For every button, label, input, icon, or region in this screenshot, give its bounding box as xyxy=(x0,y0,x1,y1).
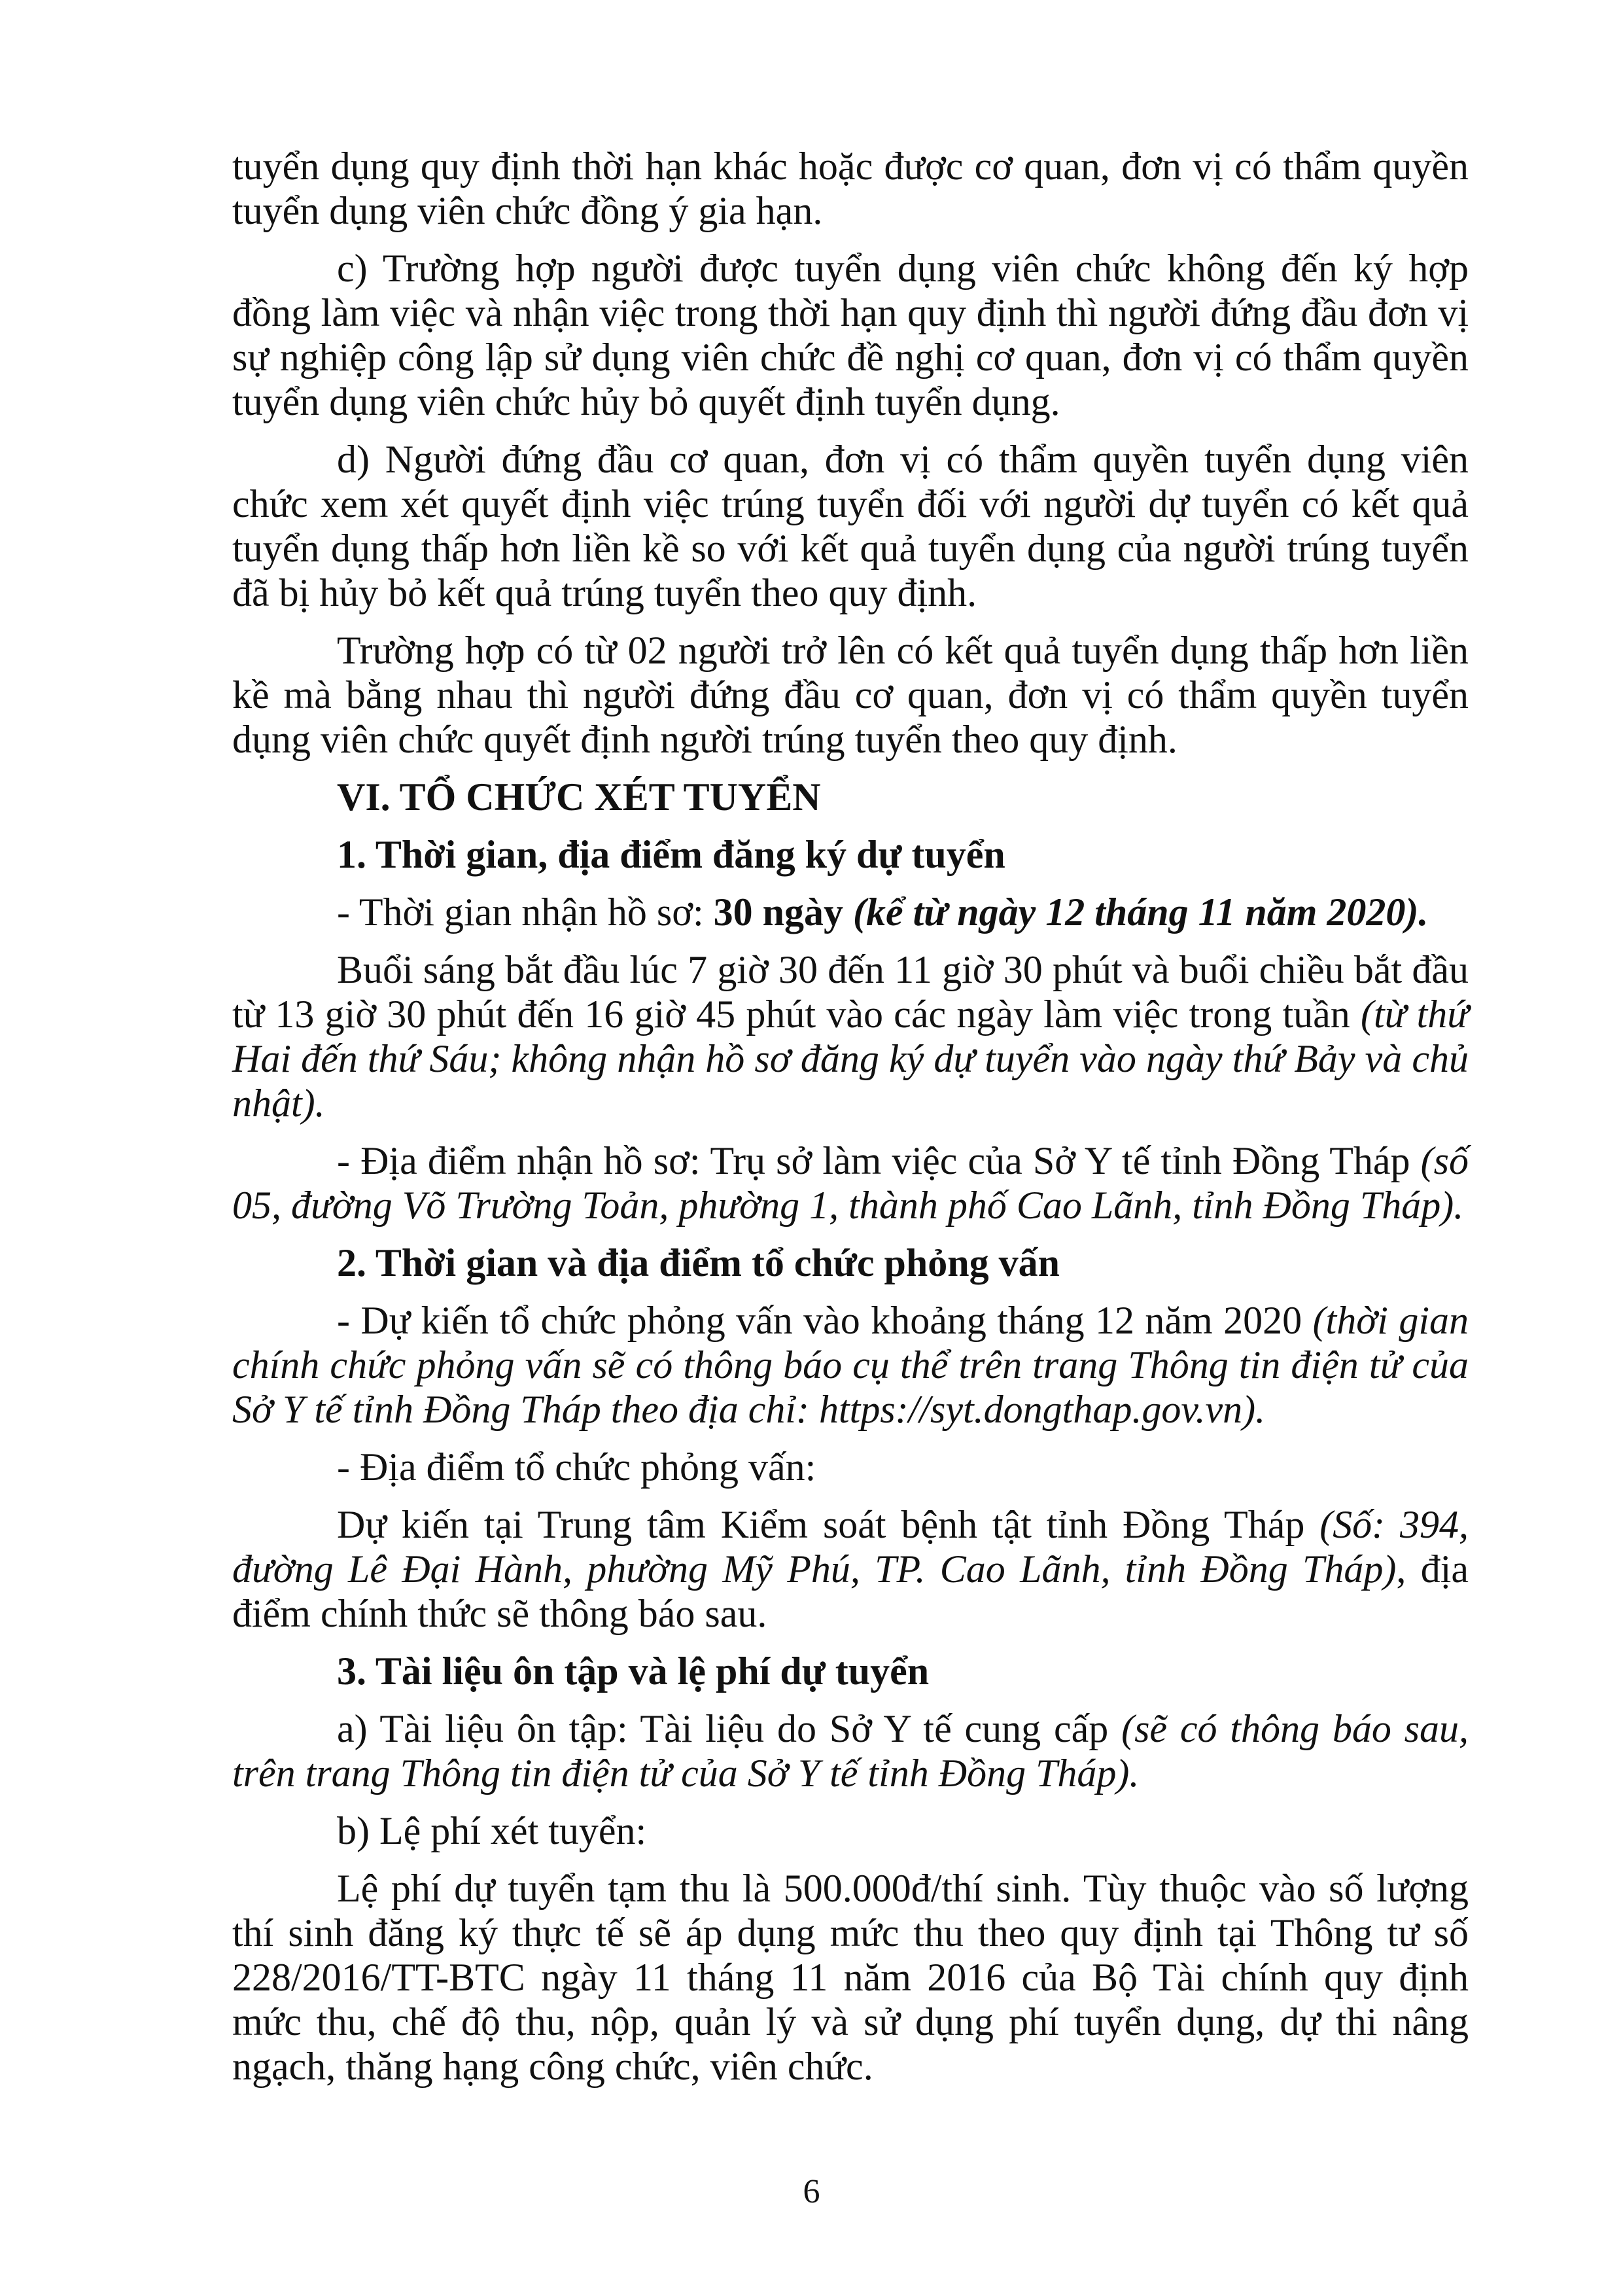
section-vi-title: VI. TỔ CHỨC XÉT TUYỂN xyxy=(337,775,821,819)
receiving-time-prefix: - Thời gian nhận hồ sơ: xyxy=(337,891,714,934)
receiving-place-paragraph xyxy=(232,1139,1469,1227)
receiving-time-line xyxy=(232,890,1469,934)
study-docs-paragraph xyxy=(232,1706,1469,1795)
interview-time-note: (thời gian chính chức phỏng vấn sẽ có thông báo cụ thể trên trang Thông tin điện tử của Sở Y tế tỉnh Đồng Tháp theo địa chỉ: https://syt.dongthap.gov.vn). xyxy=(232,1299,1469,1431)
interview-place-paragraph xyxy=(232,1502,1469,1636)
paragraph-tie-case: Trường hợp có từ 02 người trở lên có kết quả tuyển dụng thấp hơn liền kề mà bằng nhau thì người đứng đầu cơ quan, đơn vị có thẩm quyền tuyển dụng viên chức quyết định người trúng tuyển theo quy định. xyxy=(232,629,1469,761)
interview-place-address: (Số: 394, đường Lê Đại Hành, phường Mỹ Phú, TP. Cao Lãnh, tỉnh Đồng Tháp) xyxy=(232,1503,1469,1591)
working-hours-text: Buổi sáng bắt đầu lúc 7 giờ 30 đến 11 giờ 30 phút và buổi chiều bắt đầu từ 13 giờ 30 phút đến 16 giờ 45 phút vào các ngày làm việc trong tuần xyxy=(232,948,1469,1036)
receiving-place-text: - Địa điểm nhận hồ sơ: Trụ sở làm việc của Sở Y tế tỉnh Đồng Tháp xyxy=(337,1139,1421,1182)
working-hours-paragraph xyxy=(232,947,1469,1125)
interview-time-paragraph xyxy=(232,1298,1469,1432)
fee-paragraph: Lệ phí dự tuyển tạm thu là 500.000đ/thí sinh. Tùy thuộc vào số lượng thí sinh đăng ký thực tế sẽ áp dụng mức thu theo quy định tại Thông tư số 228/2016/TT-BTC ngày 11 tháng 11 năm 2016 của Bộ Tài chính quy định mức thu, chế độ thu, nộp, quản lý và sử dụng phí tuyển dụng, dự thi nâng ngạch, thăng hạng công chức, viên chức. xyxy=(232,1867,1469,2088)
paragraph-continuation: tuyển dụng quy định thời hạn khác hoặc được cơ quan, đơn vị có thẩm quyền tuyển dụng viên chức đồng ý gia hạn. xyxy=(232,145,1469,232)
receiving-duration: 30 ngày xyxy=(713,891,843,934)
section-2-heading: 2. Thời gian và địa điểm tổ chức phỏng vấn xyxy=(337,1241,1060,1284)
section-3-heading: 3. Tài liệu ôn tập và lệ phí dự tuyển xyxy=(337,1650,930,1693)
receiving-start-date: (kể từ ngày 12 tháng 11 năm 2020). xyxy=(843,891,1429,934)
document-page xyxy=(232,144,1469,2102)
study-docs-note: (sẽ có thông báo sau, trên trang Thông tin điện tử của Sở Y tế tỉnh Đồng Tháp). xyxy=(232,1707,1469,1795)
fee-label: b) Lệ phí xét tuyển: xyxy=(337,1809,647,1852)
paragraph-d: d) Người đứng đầu cơ quan, đơn vị có thẩm quyền tuyển dụng viên chức xem xét quyết định việc trúng tuyển đối với người dự tuyển có kết quả tuyển dụng thấp hơn liền kề so với kết quả tuyển dụng của người trúng tuyển đã bị hủy bỏ kết quả trúng tuyển theo quy định. xyxy=(232,438,1469,614)
interview-place-text: Dự kiến tại Trung tâm Kiểm soát bệnh tật tỉnh Đồng Tháp xyxy=(337,1503,1320,1546)
section-1-heading: 1. Thời gian, địa điểm đăng ký dự tuyển xyxy=(337,833,1005,876)
interview-place-label: - Địa điểm tổ chức phỏng vấn: xyxy=(337,1445,816,1489)
interview-time-text: - Dự kiến tổ chức phỏng vấn vào khoảng tháng 12 năm 2020 xyxy=(337,1299,1313,1342)
receiving-place-address: (số 05, đường Võ Trường Toản, phường 1, thành phố Cao Lãnh, tỉnh Đồng Tháp). xyxy=(232,1139,1469,1227)
paragraph-c: c) Trường hợp người được tuyển dụng viên chức không đến ký hợp đồng làm việc và nhận việc trong thời hạn quy định thì người đứng đầu đơn vị sự nghiệp công lập sử dụng viên chức đề nghị cơ quan, đơn vị có thẩm quyền tuyển dụng viên chức hủy bỏ quyết định tuyển dụng. xyxy=(232,247,1469,423)
study-docs-text: a) Tài liệu ôn tập: Tài liệu do Sở Y tế cung cấp xyxy=(337,1707,1122,1750)
page-number: 6 xyxy=(803,2173,820,2210)
interview-place-suffix: , địa điểm chính thức sẽ thông báo sau. xyxy=(232,1547,1469,1635)
working-days-note: (từ thứ Hai đến thứ Sáu; không nhận hồ sơ đăng ký dự tuyển vào ngày thứ Bảy và chủ nhật). xyxy=(232,993,1469,1125)
